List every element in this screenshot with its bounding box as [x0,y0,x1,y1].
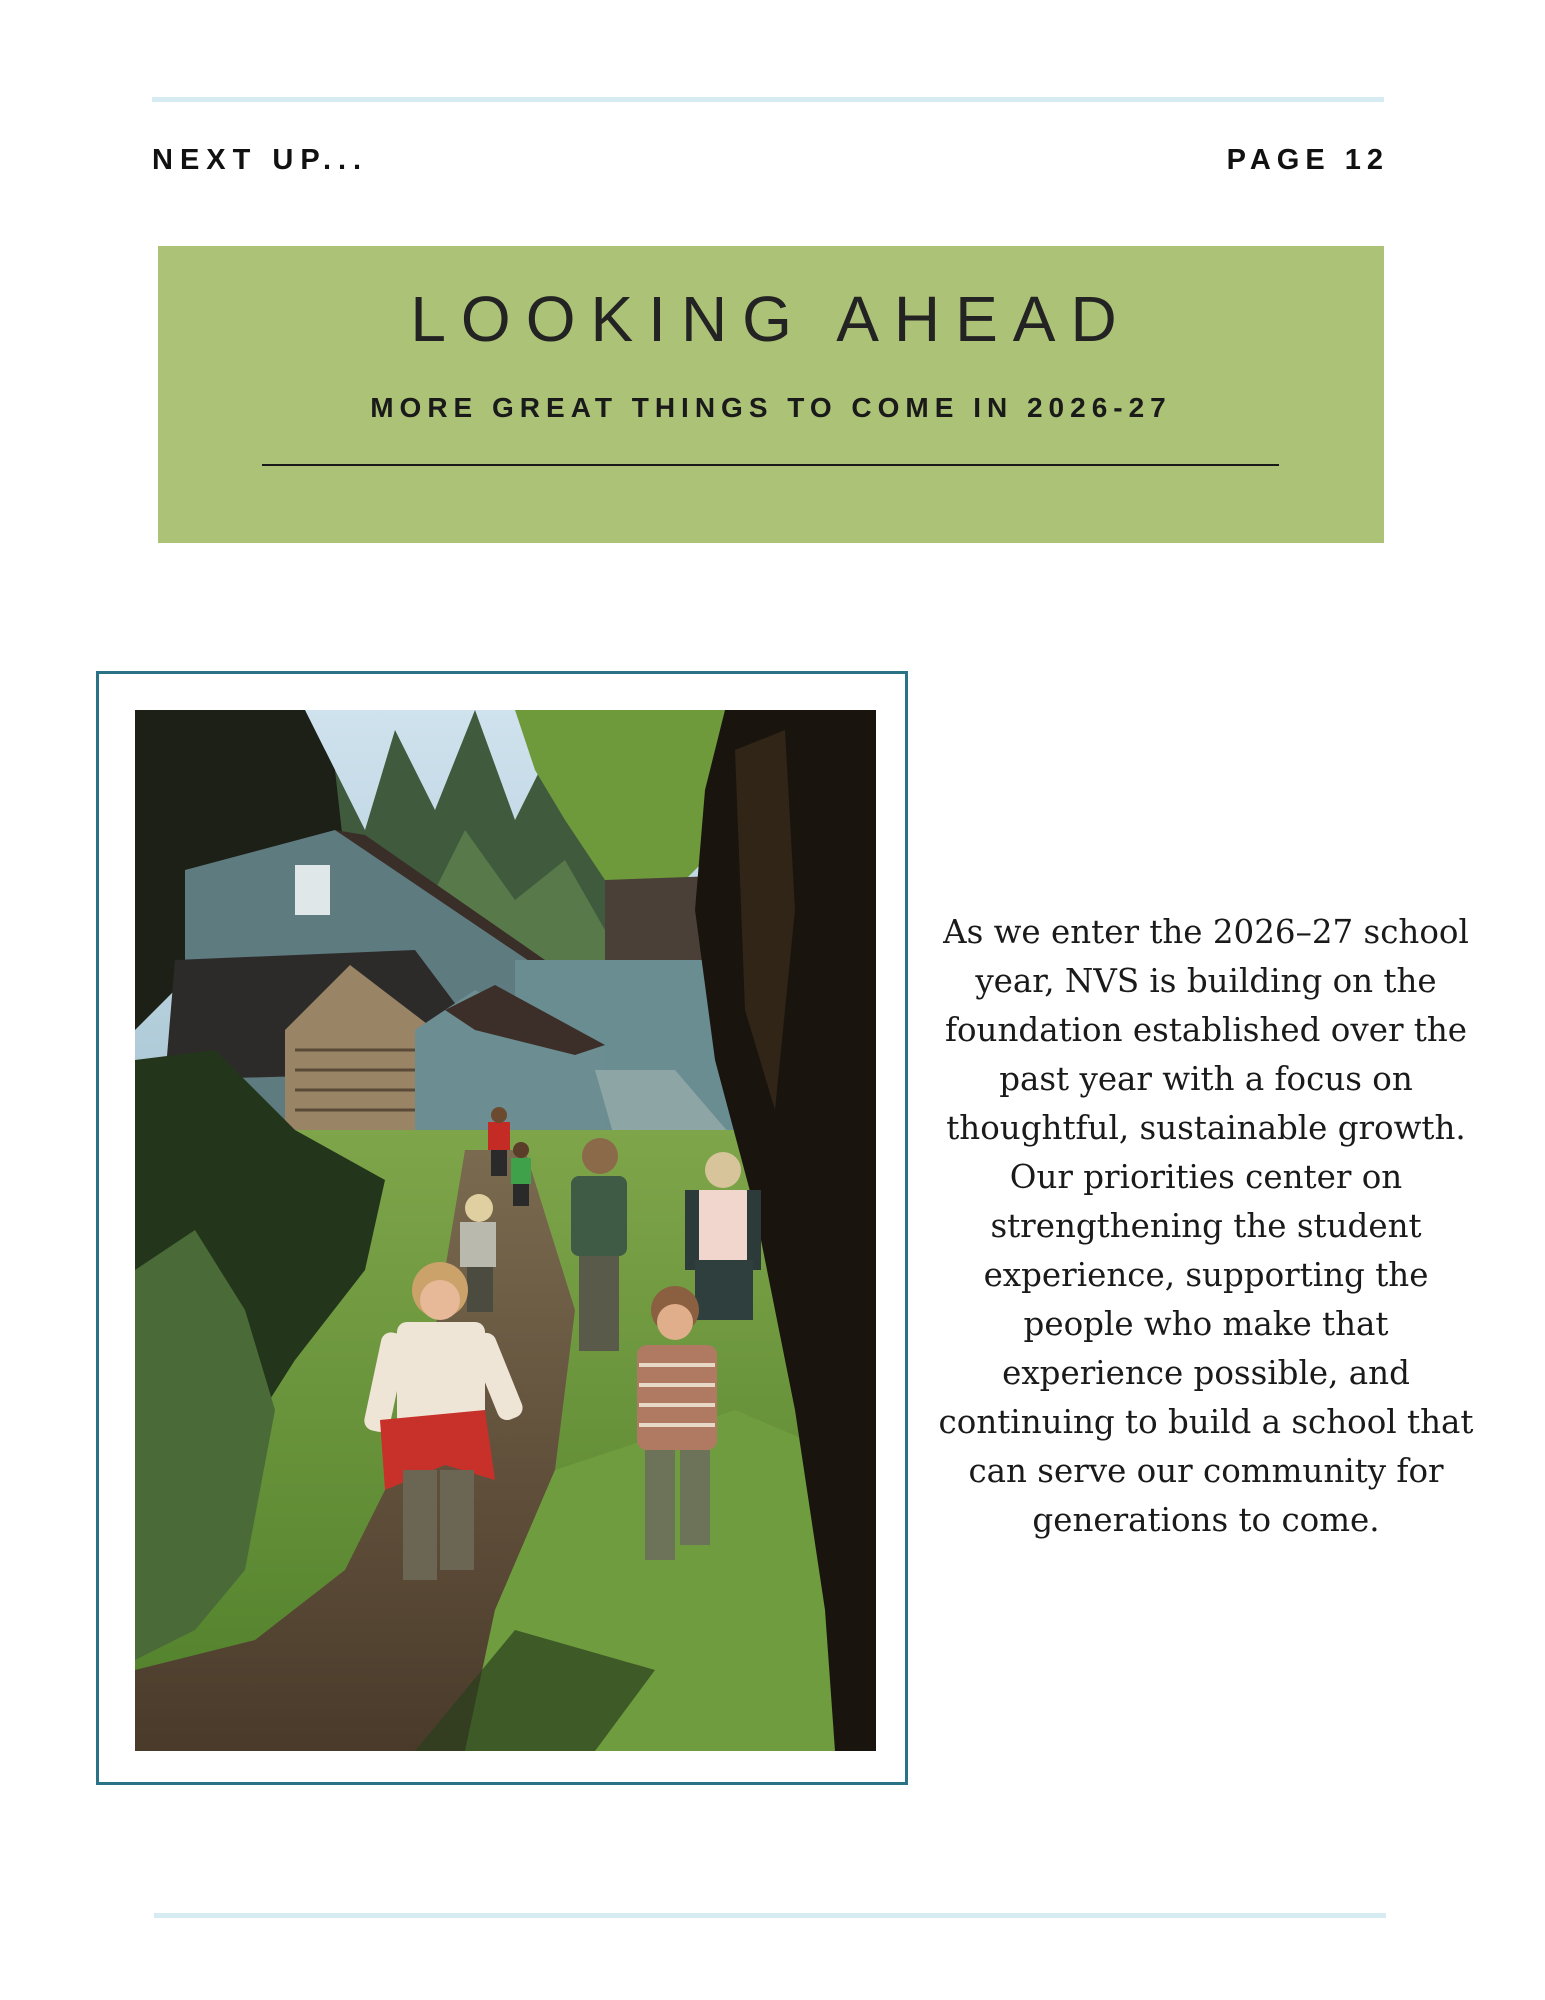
section-label: NEXT UP... [152,144,369,176]
top-divider [152,97,1384,102]
bottom-divider [154,1913,1386,1918]
photo-frame [96,671,908,1785]
page-number: PAGE 12 [1226,144,1389,176]
page-subtitle: MORE GREAT THINGS TO COME IN 2026-27 [370,392,1172,423]
children-running-photo [135,710,876,1751]
intro-paragraph: As we enter the 2026–27 school year, NVS is building on the foundation established over the past year with a focus on thoughtful, sustainable growth. Our priorities center on strengthening the student experience, supporting the people who make that experience possible, and continuing to build a school that can serve our community for generations to come. [938,913,1474,1539]
title-banner [158,246,1384,543]
page-title: LOOKING AHEAD [410,283,1132,355]
banner-underline [262,464,1279,466]
